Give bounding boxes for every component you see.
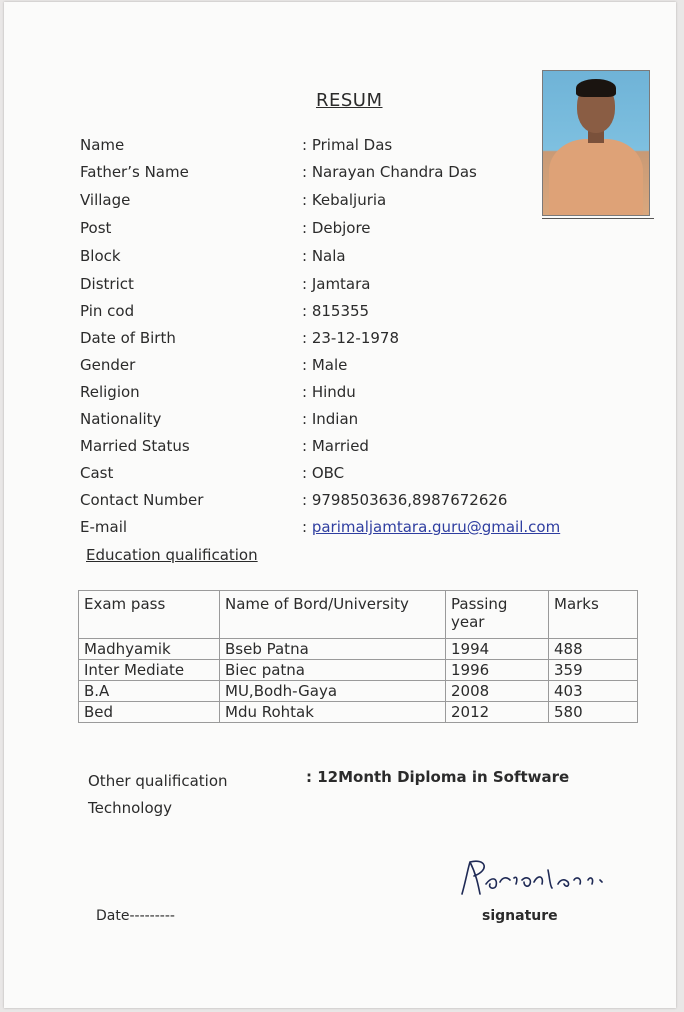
education-table — [78, 590, 638, 723]
table-cell: Madhyamik — [79, 639, 220, 660]
table-cell: 403 — [549, 681, 638, 702]
field-value: : Male — [302, 356, 348, 374]
field-value: : Married — [302, 437, 369, 455]
table-cell: 1994 — [446, 639, 549, 660]
field-label: Cast — [80, 464, 114, 482]
signature-label: signature — [482, 908, 558, 924]
field-label: Name — [80, 136, 125, 154]
table-row — [79, 660, 638, 681]
field-label: Gender — [80, 356, 136, 374]
resume-title: RESUM — [316, 90, 383, 111]
field-value: : 9798503636,8987672626 — [302, 491, 508, 509]
education-heading: Education qualification — [86, 546, 258, 564]
field-label: E-mail — [80, 518, 128, 536]
photo-underline — [542, 218, 654, 219]
field-label: Village — [80, 191, 131, 209]
table-cell: Inter Mediate — [79, 660, 220, 681]
table-row — [79, 681, 638, 702]
table-cell: Biec patna — [220, 660, 446, 681]
table-cell: MU,Bodh-Gaya — [220, 681, 446, 702]
email-link[interactable]: parimaljamtara.guru@gmail.com — [311, 518, 561, 536]
table-cell: 580 — [549, 702, 638, 723]
email-colon: : — [302, 518, 308, 536]
field-label: Married Status — [80, 437, 190, 455]
field-value: : Narayan Chandra Das — [302, 163, 477, 181]
column-header: Marks — [549, 591, 638, 639]
field-value: : Primal Das — [302, 136, 393, 154]
field-label: Father’s Name — [80, 163, 189, 181]
column-header: Exam pass — [79, 591, 220, 639]
field-value: : OBC — [302, 464, 345, 482]
field-value — [302, 518, 560, 536]
table-cell: 1996 — [446, 660, 549, 681]
table-cell: 2008 — [446, 681, 549, 702]
field-label: Post — [80, 219, 112, 237]
field-label: Date of Birth — [80, 329, 176, 347]
table-cell: Bed — [79, 702, 220, 723]
column-header: Name of Bord/University — [220, 591, 446, 639]
table-cell: 488 — [549, 639, 638, 660]
field-label: Contact Number — [80, 491, 204, 509]
table-cell: 2012 — [446, 702, 549, 723]
field-value: : Jamtara — [302, 275, 371, 293]
field-label: Pin cod — [80, 302, 135, 320]
profile-photo — [542, 70, 650, 216]
other-qualification-value: : 12Month Diploma in Software — [306, 768, 570, 786]
resume-page — [4, 2, 676, 1008]
field-label: Nationality — [80, 410, 162, 428]
other-qualification-line1: Other qualification — [88, 772, 228, 790]
field-value: : Indian — [302, 410, 359, 428]
field-label: Religion — [80, 383, 140, 401]
table-cell: Mdu Rohtak — [220, 702, 446, 723]
date-label: Date--------- — [96, 908, 175, 924]
table-cell: Bseb Patna — [220, 639, 446, 660]
table-row — [79, 702, 638, 723]
field-value: : Hindu — [302, 383, 356, 401]
table-header-row — [79, 591, 638, 639]
table-cell: B.A — [79, 681, 220, 702]
field-value: : Kebaljuria — [302, 191, 387, 209]
field-value: : Debjore — [302, 219, 371, 237]
field-label: Block — [80, 247, 121, 265]
column-header: Passing year — [446, 591, 549, 639]
field-value: : Nala — [302, 247, 346, 265]
table-cell: 359 — [549, 660, 638, 681]
field-label: District — [80, 275, 134, 293]
field-value: : 815355 — [302, 302, 370, 320]
other-qualification-line2: Technology — [88, 799, 173, 817]
field-value: : 23-12-1978 — [302, 329, 399, 347]
table-row — [79, 639, 638, 660]
handwritten-signature — [456, 854, 636, 902]
other-qualification-label — [88, 768, 228, 822]
